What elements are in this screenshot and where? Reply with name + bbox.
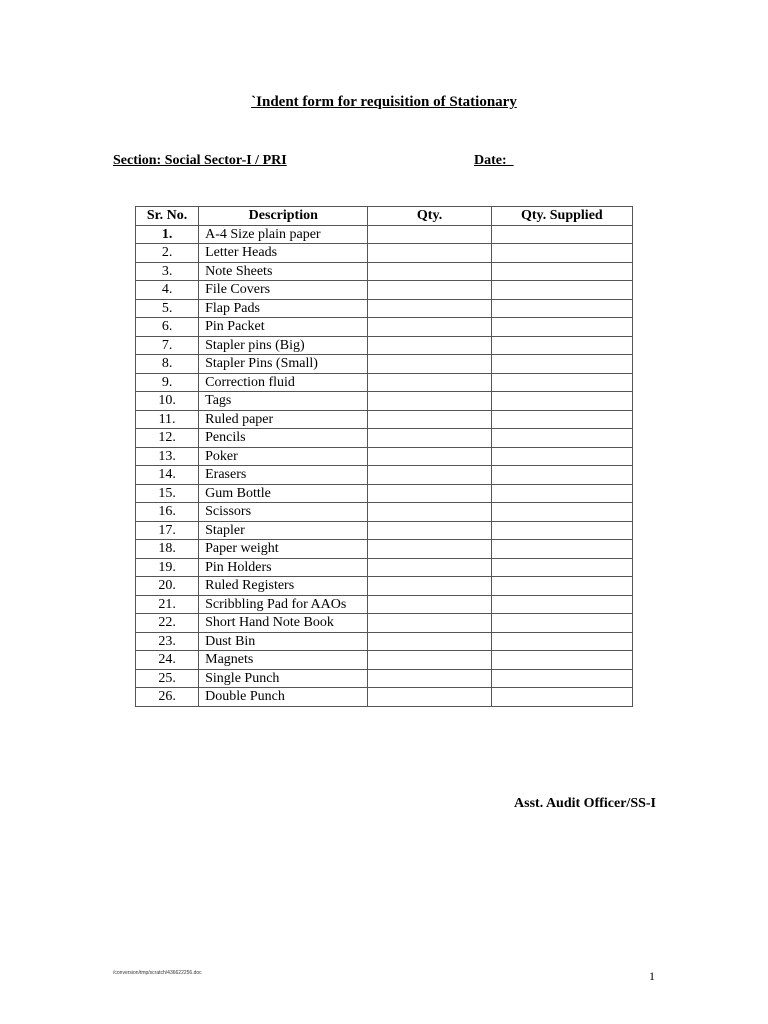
sr-no-cell: 19. — [136, 558, 199, 577]
sr-no-cell: 22. — [136, 614, 199, 633]
table-row — [136, 540, 633, 559]
description-cell: A-4 Size plain paper — [199, 225, 368, 244]
table-row — [136, 503, 633, 522]
sr-no-cell: 17. — [136, 521, 199, 540]
qty-supplied-cell[interactable] — [491, 447, 632, 466]
description-cell: Scissors — [199, 503, 368, 522]
table-row — [136, 225, 633, 244]
table-row — [136, 355, 633, 374]
description-cell: Pin Holders — [199, 558, 368, 577]
qty-cell[interactable] — [368, 614, 491, 633]
table-row — [136, 614, 633, 633]
table-row — [136, 466, 633, 485]
table-row — [136, 244, 633, 263]
table-row — [136, 521, 633, 540]
description-cell: Single Punch — [199, 669, 368, 688]
sr-no-cell: 15. — [136, 484, 199, 503]
qty-cell[interactable] — [368, 225, 491, 244]
footer-file-path: /conversion/tmp/scratch/436622256.doc — [113, 970, 202, 976]
qty-supplied-cell[interactable] — [491, 318, 632, 337]
sr-no-cell: 26. — [136, 688, 199, 707]
sr-no-cell: 24. — [136, 651, 199, 670]
qty-cell[interactable] — [368, 336, 491, 355]
qty-cell[interactable] — [368, 410, 491, 429]
description-cell: Tags — [199, 392, 368, 411]
table-row — [136, 651, 633, 670]
sr-no-cell: 25. — [136, 669, 199, 688]
sr-no-cell: 13. — [136, 447, 199, 466]
sr-no-cell: 2. — [136, 244, 199, 263]
qty-supplied-cell[interactable] — [491, 466, 632, 485]
description-cell: Erasers — [199, 466, 368, 485]
qty-supplied-cell[interactable] — [491, 281, 632, 300]
table-row — [136, 299, 633, 318]
qty-cell[interactable] — [368, 595, 491, 614]
table-row — [136, 447, 633, 466]
page-title: `Indent form for requisition of Stationary — [251, 94, 517, 110]
table-row — [136, 392, 633, 411]
sr-no-cell: 23. — [136, 632, 199, 651]
qty-supplied-cell[interactable] — [491, 244, 632, 263]
sr-no-cell: 16. — [136, 503, 199, 522]
qty-cell[interactable] — [368, 540, 491, 559]
qty-supplied-cell[interactable] — [491, 669, 632, 688]
description-cell: Pencils — [199, 429, 368, 448]
description-cell: File Covers — [199, 281, 368, 300]
description-cell: Flap Pads — [199, 299, 368, 318]
header-sr-no: Sr. No. — [136, 207, 199, 226]
sr-no-cell: 11. — [136, 410, 199, 429]
qty-supplied-cell[interactable] — [491, 225, 632, 244]
signature-line: Asst. Audit Officer/SS-I — [514, 796, 656, 811]
qty-cell[interactable] — [368, 466, 491, 485]
qty-supplied-cell[interactable] — [491, 484, 632, 503]
qty-cell[interactable] — [368, 318, 491, 337]
qty-supplied-cell[interactable] — [491, 429, 632, 448]
description-cell: Ruled Registers — [199, 577, 368, 596]
table-row — [136, 373, 633, 392]
sr-no-cell: 8. — [136, 355, 199, 374]
sr-no-cell: 18. — [136, 540, 199, 559]
qty-cell[interactable] — [368, 355, 491, 374]
qty-cell[interactable] — [368, 373, 491, 392]
description-cell: Paper weight — [199, 540, 368, 559]
qty-cell[interactable] — [368, 688, 491, 707]
qty-cell[interactable] — [368, 632, 491, 651]
sr-no-cell: 21. — [136, 595, 199, 614]
qty-cell[interactable] — [368, 651, 491, 670]
qty-cell[interactable] — [368, 669, 491, 688]
page-number: 1 — [649, 969, 655, 983]
qty-supplied-cell[interactable] — [491, 614, 632, 633]
table-row — [136, 632, 633, 651]
qty-cell[interactable] — [368, 558, 491, 577]
qty-supplied-cell[interactable] — [491, 503, 632, 522]
qty-supplied-cell[interactable] — [491, 688, 632, 707]
header-qty: Qty. — [368, 207, 491, 226]
qty-cell[interactable] — [368, 392, 491, 411]
qty-cell[interactable] — [368, 577, 491, 596]
qty-cell[interactable] — [368, 521, 491, 540]
description-cell: Stapler Pins (Small) — [199, 355, 368, 374]
qty-supplied-cell[interactable] — [491, 595, 632, 614]
description-cell: Gum Bottle — [199, 484, 368, 503]
qty-cell[interactable] — [368, 503, 491, 522]
sr-no-cell: 4. — [136, 281, 199, 300]
qty-supplied-cell[interactable] — [491, 373, 632, 392]
description-cell: Pin Packet — [199, 318, 368, 337]
qty-cell[interactable] — [368, 281, 491, 300]
table-row — [136, 558, 633, 577]
description-cell: Letter Heads — [199, 244, 368, 263]
table-row — [136, 595, 633, 614]
table-row — [136, 669, 633, 688]
description-cell: Note Sheets — [199, 262, 368, 281]
sr-no-cell: 7. — [136, 336, 199, 355]
table-row — [136, 577, 633, 596]
sr-no-cell: 20. — [136, 577, 199, 596]
sr-no-cell: 1. — [136, 225, 199, 244]
table-row — [136, 410, 633, 429]
table-row — [136, 429, 633, 448]
description-cell: Short Hand Note Book — [199, 614, 368, 633]
qty-supplied-cell[interactable] — [491, 558, 632, 577]
qty-supplied-cell[interactable] — [491, 521, 632, 540]
stationery-table — [135, 206, 633, 707]
table-row — [136, 336, 633, 355]
description-cell: Stapler — [199, 521, 368, 540]
qty-supplied-cell[interactable] — [491, 577, 632, 596]
sr-no-cell: 12. — [136, 429, 199, 448]
qty-supplied-cell[interactable] — [491, 632, 632, 651]
qty-cell[interactable] — [368, 262, 491, 281]
description-cell: Double Punch — [199, 688, 368, 707]
sr-no-cell: 9. — [136, 373, 199, 392]
table-row — [136, 484, 633, 503]
description-cell: Correction fluid — [199, 373, 368, 392]
date-label: Date: — [474, 153, 514, 168]
sr-no-cell: 14. — [136, 466, 199, 485]
qty-cell[interactable] — [368, 429, 491, 448]
description-cell: Magnets — [199, 651, 368, 670]
table-header-row — [136, 207, 633, 226]
qty-supplied-cell[interactable] — [491, 262, 632, 281]
description-cell: Poker — [199, 447, 368, 466]
qty-cell[interactable] — [368, 244, 491, 263]
sr-no-cell: 3. — [136, 262, 199, 281]
qty-cell[interactable] — [368, 484, 491, 503]
table-row — [136, 262, 633, 281]
description-cell: Ruled paper — [199, 410, 368, 429]
table-row — [136, 318, 633, 337]
table-row — [136, 688, 633, 707]
qty-cell[interactable] — [368, 447, 491, 466]
description-cell: Dust Bin — [199, 632, 368, 651]
qty-supplied-cell[interactable] — [491, 651, 632, 670]
sr-no-cell: 6. — [136, 318, 199, 337]
qty-supplied-cell[interactable] — [491, 392, 632, 411]
sr-no-cell: 10. — [136, 392, 199, 411]
table-body — [136, 225, 633, 706]
qty-supplied-cell[interactable] — [491, 540, 632, 559]
qty-supplied-cell[interactable] — [491, 410, 632, 429]
description-cell: Scribbling Pad for AAOs — [199, 595, 368, 614]
section-label: Section: Social Sector-I / PRI — [113, 153, 287, 168]
qty-supplied-cell[interactable] — [491, 355, 632, 374]
table-row — [136, 281, 633, 300]
description-cell: Stapler pins (Big) — [199, 336, 368, 355]
qty-cell[interactable] — [368, 299, 491, 318]
sr-no-cell: 5. — [136, 299, 199, 318]
header-description: Description — [199, 207, 368, 226]
qty-supplied-cell[interactable] — [491, 299, 632, 318]
qty-supplied-cell[interactable] — [491, 336, 632, 355]
header-qty-supplied: Qty. Supplied — [491, 207, 632, 226]
